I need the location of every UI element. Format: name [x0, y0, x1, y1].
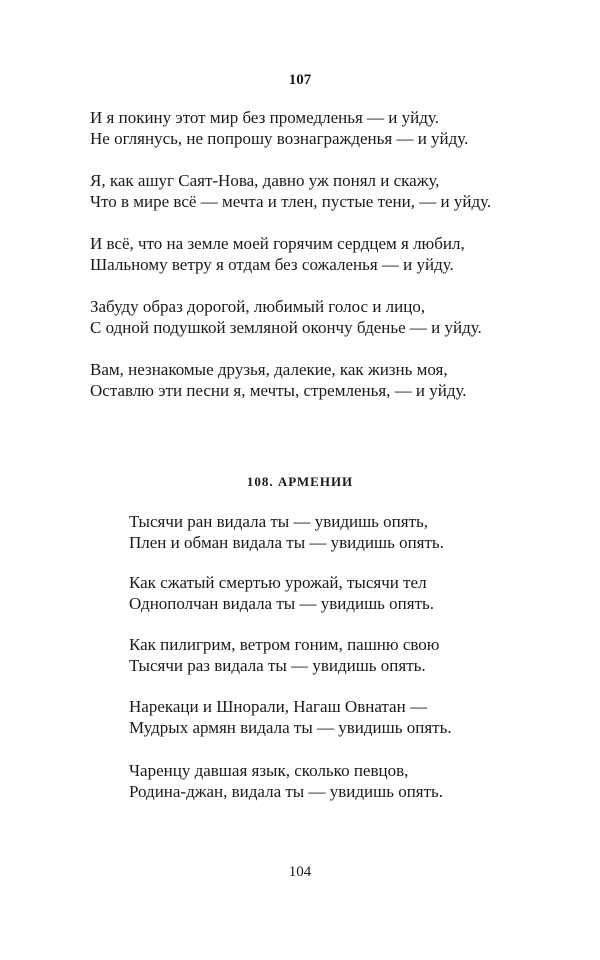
poem-107-stanza-3 — [90, 233, 465, 275]
verse-line: Как пилигрим, ветром гоним, пашню свою — [129, 635, 440, 654]
verse-line: Не оглянусь, не попрошу вознагражденья — и уйду. — [90, 129, 469, 148]
page-number: 104 — [288, 864, 312, 880]
verse-line: Я, как ашуг Саят-Нова, давно уж понял и скажу, — [90, 171, 440, 190]
verse-line: Тысячи ран видала ты — увидишь опять, — [129, 512, 429, 531]
verse-line: И я покину этот мир без промедленья — и уйду. — [90, 108, 439, 127]
poem-108-stanza-5 — [129, 760, 443, 802]
verse-line: Чаренцу давшая язык, сколько певцов, — [129, 761, 409, 780]
poem-108-stanza-2 — [129, 572, 434, 614]
verse-line: Вам, незнакомые друзья, далекие, как жизнь моя, — [90, 360, 448, 379]
verse-line: Родина-джан, видала ты — увидишь опять. — [129, 782, 444, 801]
poem-107-number: 107 — [288, 72, 312, 88]
verse-line: Тысячи раз видала ты — увидишь опять. — [129, 656, 426, 675]
verse-line: Забуду образ дорогой, любимый голос и лицо, — [90, 297, 426, 316]
verse-line: И всё, что на земле моей горячим сердцем я любил, — [90, 234, 465, 253]
verse-line: Как сжатый смертью урожай, тысячи тел — [129, 573, 427, 592]
poem-108-stanza-1 — [129, 511, 444, 553]
verse-line: Нарекаци и Шнорали, Нагаш Овнатан — — [129, 697, 427, 716]
verse-line: Шальному ветру я отдам без сожаленья — и уйду. — [90, 255, 454, 274]
poem-107-stanza-2 — [90, 170, 491, 212]
verse-line: С одной подушкой земляной окончу бденье — и уйду. — [90, 318, 482, 337]
verse-line: Оставлю эти песни я, мечты, стремленья, — и уйду. — [90, 381, 467, 400]
poem-107-stanza-5 — [90, 359, 467, 401]
verse-line: Плен и обман видала ты — увидишь опять. — [129, 533, 444, 552]
verse-line: Мудрых армян видала ты — увидишь опять. — [129, 718, 452, 737]
poem-107-stanza-4 — [90, 296, 482, 338]
poem-108-stanza-3 — [129, 634, 440, 676]
poem-108-stanza-4 — [129, 696, 452, 738]
poem-107-stanza-1 — [90, 107, 468, 149]
verse-line: Что в мире всё — мечта и тлен, пустые тени, — и уйду. — [90, 192, 492, 211]
poem-108-title: 108. АРМЕНИИ — [246, 474, 354, 489]
verse-line: Однополчан видала ты — увидишь опять. — [129, 594, 435, 613]
